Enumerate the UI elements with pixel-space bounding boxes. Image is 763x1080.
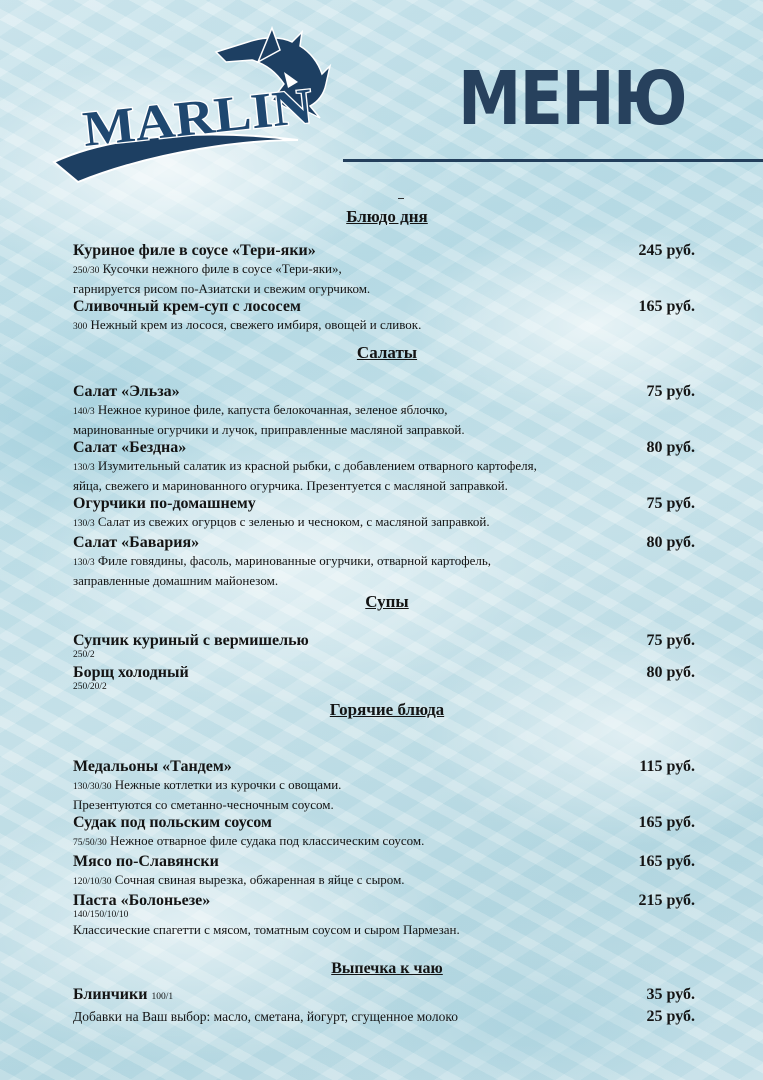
item-desc-line: гарнируется рисом по-Азиатски и свежим огурчиком. [73,281,371,296]
item-desc-line: Нежное отварное филе судака под классическим соусом. [110,833,425,848]
item-weight: 130/3 [73,463,95,473]
item-name: Супчик куриный с вермишелью [73,632,309,649]
item-desc-line: Презентуются со сметанно-чесночным соусом. [73,797,334,812]
item-description [73,552,695,572]
menu-item [73,757,695,813]
item-desc-line: заправленные домашним майонезом. [73,573,279,588]
logo-text: MARLIN [80,79,294,157]
menu-item [73,297,695,336]
item-name: Мясо по-Славянски [73,853,219,870]
item-desc-line: Нежный крем из лосося, свежего имбиря, овощей и сливок. [90,317,422,332]
item-name: Сливочный крем-суп с лососем [73,298,301,315]
item-price: 35 руб. [646,986,695,1003]
item-weight: 140/3 [73,407,95,417]
item-description [73,316,695,336]
item-description [73,457,695,477]
item-name: Судак под польским соусом [73,814,272,831]
item-desc-line: Филе говядины, фасоль, маринованные огурчики, отварной картофель, [97,553,492,568]
item-desc-line: Сочная свиная вырезка, обжаренная в яйце с сыром. [114,872,405,887]
item-price: 165 руб. [638,298,695,315]
menu-item [73,663,695,693]
item-weight: 250/20/2 [73,682,107,692]
item-weight: 100/1 [151,992,174,1002]
item-weight: 120/10/30 [73,877,112,887]
item-price: 215 руб. [638,892,695,909]
item-weight: 300 [73,322,88,332]
item-weight: 250/2 [73,650,95,660]
item-price: 75 руб. [646,632,695,649]
item-description [73,776,695,796]
item-name: Салат «Бездна» [73,439,187,456]
item-price: 80 руб. [646,439,695,456]
menu-item [73,891,695,938]
menu-item [73,494,695,533]
item-desc-line: Изумительный салатик из красной рыбки, с добавлением отварного картофеля, [97,458,537,473]
item-name: Медальоны «Тандем» [73,758,232,775]
item-name: Паста «Болоньезе» [73,892,211,909]
menu-item [73,1007,695,1026]
section-title-hot-dishes: Горячие блюда [329,700,445,719]
menu-content [73,206,695,1026]
item-desc-line: Салат из свежих огурцов с зеленью и чесноком, с масляной заправкой. [97,514,490,529]
menu-item [73,631,695,661]
section-title-soups: Супы [365,592,409,611]
item-price: 75 руб. [646,383,695,400]
small-dash [398,198,404,199]
item-desc-line: Нежные котлетки из курочки с овощами. [114,777,342,792]
item-price: 25 руб. [646,1008,695,1025]
item-weight: 130/3 [73,519,95,529]
item-price: 80 руб. [646,534,695,551]
page-title: МЕНЮ [458,56,686,142]
item-weight: 140/150/10/10 [73,910,129,920]
menu-item [73,852,695,891]
item-description [73,513,695,533]
item-price: 245 руб. [638,242,695,259]
item-price: 165 руб. [638,814,695,831]
item-description [73,401,695,421]
menu-item [73,813,695,852]
item-weight: 130/30/30 [73,782,112,792]
item-weight: 75/50/30 [73,838,107,848]
item-desc-line: яйца, свежего и маринованного огурчика. Презентуется с масляной заправкой. [73,478,508,493]
item-name: Салат «Бавария» [73,534,200,551]
menu-item [73,985,695,1007]
menu-item [73,241,695,297]
item-description [73,871,695,891]
item-name: Куриное филе в соусе «Тери-яки» [73,242,316,259]
section-title-pastry: Выпечка к чаю [331,960,443,977]
item-name: Салат «Эльза» [73,383,180,400]
item-description [73,260,695,280]
item-desc-line: маринованные огурчики и лучок, приправленные масляной заправкой. [73,422,465,437]
item-description [73,832,695,852]
menu-item [73,533,695,589]
item-price: 75 руб. [646,495,695,512]
section-title-salads: Салаты [356,343,418,362]
section-title-dish-of-day: Блюдо дня [346,207,428,226]
title-divider [343,159,763,162]
item-name: Добавки на Ваш выбор: масло, сметана, йогурт, сгущенное молоко [73,1009,458,1024]
item-desc-line: Кусочки нежного филе в соусе «Тери-яки», [102,261,342,276]
item-name: Блинчики [73,986,148,1003]
item-price: 115 руб. [639,758,695,775]
marlin-logo [48,22,338,187]
item-price: 80 руб. [646,664,695,681]
menu-item [73,382,695,438]
menu-item [73,438,695,494]
item-name: Огурчики по-домашнему [73,495,256,512]
item-weight: 250/30 [73,266,100,276]
item-desc-line: Нежное куриное филе, капуста белокочанная, зеленое яблочко, [97,402,448,417]
item-name: Борщ холодный [73,664,189,681]
item-weight: 130/3 [73,558,95,568]
item-desc-line: Классические спагетти с мясом, томатным соусом и сыром Пармезан. [73,922,460,937]
item-price: 165 руб. [638,853,695,870]
